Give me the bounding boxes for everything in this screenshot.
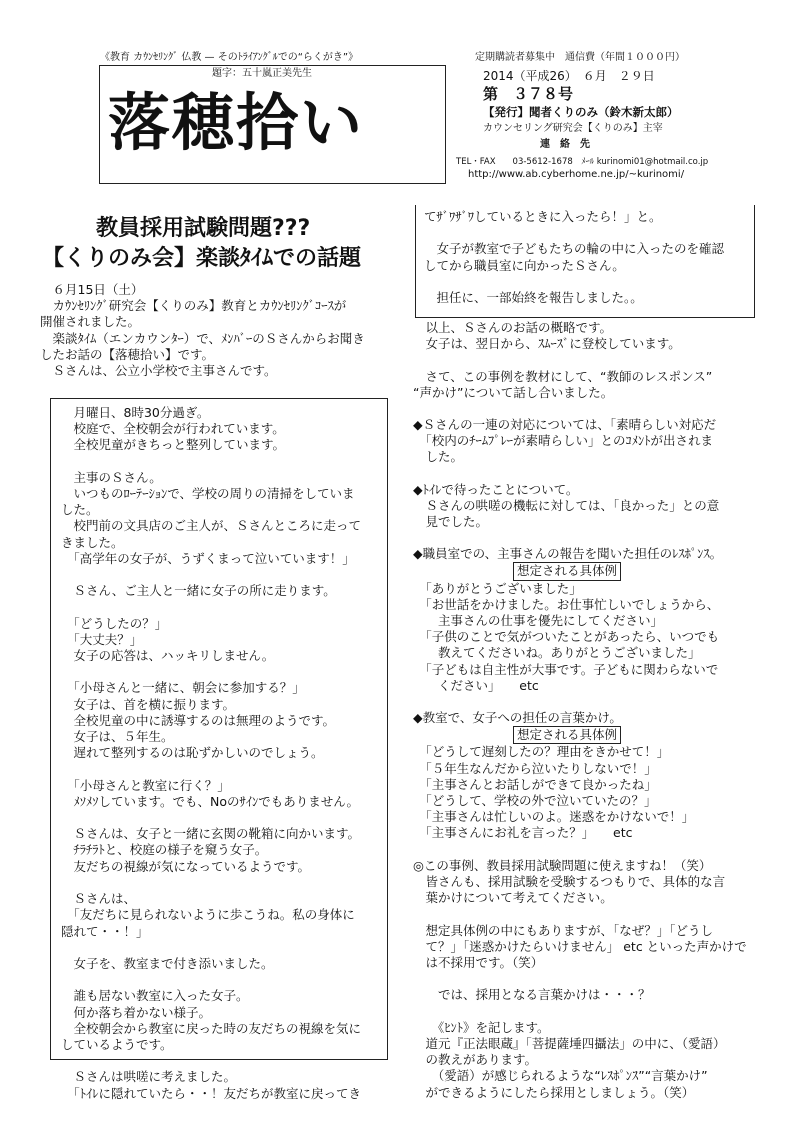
issue-info: [448, 65, 709, 182]
calligraphy-credit: 題字：五十嵐正美先生: [212, 68, 312, 79]
subscription-note: 定期購読者募集中 通信費（年間１０００円）: [475, 52, 685, 63]
contact-label: 連 絡 先: [540, 139, 590, 150]
discussion-column: [413, 320, 758, 1101]
classroom-examples: 「どうして遅刻したの？理由をきかせて！」 「５年生なんだから泣いたりしないで！」 「主事さんとお話しができて良かったね」 「どうして、学校の外で泣いていたの？」 「主事さんは忙しいのよ。迷惑をかけないで！」 「主事さんにお礼を言った？」 etc: [425, 744, 695, 841]
issue-number: 第 ３７８号: [483, 85, 574, 103]
story-box: [50, 398, 388, 1101]
staffroom-examples: 「ありがとうございました」 「お世話をかけました。お仕事忙しいでしょうから、 主事さんの仕事を優先にしてください」 「子供のことで気がついたことがあったら、いつでも 教えてくださいね。ありがとうございました」 「子どもは自主性が大事です。子どもに関わらないで ください」 etc: [425, 580, 720, 693]
story-continuation-box: [415, 205, 755, 318]
story-text: 月曜日、8時30分過ぎ。 校庭で、全校朝会が行われています。 全校児童がきちっと整列しています。 主事のＳさん。 いつものﾛｰﾃｰｼｮﾝで、学校の周りの清掃をしていま した。 校門前の文具店のご主人が、Ｓさんところに走って きました。 「高学年の女子が、うずくまって泣いています！」 Ｓさん、ご主人と一緒に女子の所に走ります。 「どうしたの？」 「大丈夫？」 女子の応答は、ハッキリしません。 「小母さんと一緒に、朝会に参加する？」 女子は、首を横に振ります。 全校児童の中に誘導するのは無理のようです。 女子は、５年生。 遅れて整列するのは恥ずかしいのでしょう。 「小母さんと教室に行く？」 ﾒｿﾒｿしています。でも、Noのｻｲﾝでもありません。 Ｓさんは、女子と一緒に玄関の靴箱に向かいます。 ﾁﾗﾁﾗﾄと、校庭の様子を窺う女子。 友だちの視線が気になっているようです。 Ｓさんは、 「友だちに見られないように歩こうね。私の身体に 隠れて・・！」 女子を、教室まで付き添いました。 誰も居ない教室に入った女子。 何か落ち着かない様子。 全校朝会から教室に戻った時の友だちの視線を気に しているようです。 Ｓさんは哄嗟に考えました。 「ﾄｲﾚに隠れていたら・・！友だちが教室に戻ってき: [61, 405, 362, 1101]
publisher: 【発行】聞者くりのみ（鈴木新太郎）: [483, 105, 679, 119]
tagline: 《教育 カｳﾝｾﾘﾝｸﾞ 仏教 — そのﾄﾗｲｱﾝｸﾞﾙでの“らくがき”》: [100, 52, 359, 63]
toilet-paragraph: ◆ﾄｲﾚで待ったことについて。 Ｓさんの哄嗟の機転に対しては、「良かった」との意 見でした。: [413, 481, 720, 530]
organization: カウンセリング研究会【くりのみ】主宰: [483, 123, 663, 134]
exam-paragraph: ◎この事例、教員採用試験問題に使えますね！（笑） 皆さんも、採用試験を受験するつもりで、具体的な言 葉かけについて考えてください。 想定具体例の中にもありますが、「なぜ？」「どうし て？」「迷惑かけたらいけません」 etc といった声かけで は不採用です。（笑） では、採用となる言葉かけは・・・？ 《ﾋﾝﾄ》を記します。 道元『正法眼蔵』「菩提薩埵四攝法」の中に、（愛語） の教えがあります。 （愛語）が感じられるような“ﾚｽﾎﾟﾝｽ”“言葉かけ” ができるようにしたら採用としましょう。（笑）: [413, 857, 747, 1100]
contact-line: TEL・FAX 03-5612-1678 ﾒｰﾙ kurinomi01@hotmail.co.jp: [456, 157, 709, 167]
headline-line-1: 教員採用試験問題???: [96, 216, 311, 241]
issue-date: 2014（平成26） ６月 ２９日: [483, 69, 655, 83]
staffroom-heading: ◆職員室での、主事さんの報告を聞いた担任のﾚｽﾎﾟﾝｽ。: [413, 546, 723, 562]
story-continuation-text: てｻﾞﾜｻﾞﾜしているときに入ったら！」と。 女子が教室で子どもたちの輪の中に入ったのを確認 してから職員室に向かったＳさん。 担任に、一部始終を報告しました。。: [424, 209, 725, 306]
classroom-heading: ◆教室で、女子への担任の言葉かけ。: [413, 710, 622, 726]
expected-examples-label: 想定される具体例: [513, 562, 621, 580]
summary-paragraph: 以上、Ｓさんのお話の概略です。 女子は、翌日から、ｽﾑｰｽﾞに登校しています。 さて、この事例を教材にして、“教師のレスポンス” “声かけ”について話し合いました。: [413, 320, 713, 400]
headline-line-2: 【くりのみ会】楽談ﾀｲﾑでの話題: [42, 246, 362, 271]
lead-paragraph: ６月15日（土） カｳﾝｾﾘﾝｸﾞ研究会【くりのみ】教育とカｳﾝｾﾘﾝｸﾞｺｰｽが 開催されました。 楽談ﾀｲﾑ（エンカウンﾀｰ）で、ﾒﾝﾊﾞｰのＳさんからお聞き したお話の【落穂拾い】です。 Ｓさんは、公立小学校で主事さんです。: [40, 282, 365, 379]
evaluation-paragraph: ◆Ｓさんの一連の対応については、「素晴らしい対応だ 「校内のﾁｰﾑﾌﾟﾚｰが素晴らしい」とのｺﾒﾝﾄが出されま した。: [413, 417, 717, 465]
website-url[interactable]: http://www.ab.cyberhome.ne.jp/~kurinomi/: [468, 169, 685, 180]
newsletter-title: 落穂拾い: [108, 86, 365, 159]
expected-examples-label-2: 想定される具体例: [513, 726, 621, 744]
